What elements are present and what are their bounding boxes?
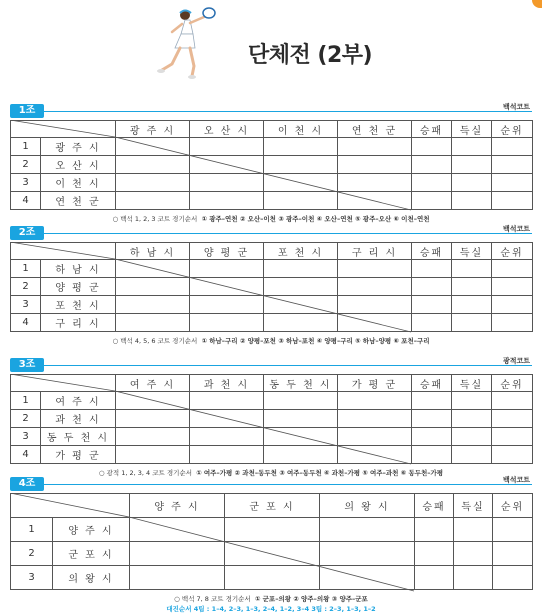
page-header xyxy=(0,0,542,95)
result-cell[interactable] xyxy=(452,192,492,210)
result-cell[interactable] xyxy=(264,296,338,314)
result-cell[interactable] xyxy=(225,566,320,590)
result-cell[interactable] xyxy=(412,428,452,446)
result-cell[interactable] xyxy=(116,138,190,156)
col-header-team: 군 포 시 xyxy=(225,494,320,518)
result-cell[interactable] xyxy=(452,278,492,296)
result-cell[interactable] xyxy=(412,410,452,428)
result-cell[interactable] xyxy=(116,174,190,192)
result-cell[interactable] xyxy=(492,392,533,410)
result-cell[interactable] xyxy=(116,446,190,464)
bracket-order-note: 대진순서 4팀 : 1–4, 2–3, 1–3, 2–4, 1–2, 3–4 3팀 : 2–3, 1–3, 1–2 xyxy=(166,605,376,613)
result-cell[interactable] xyxy=(452,260,492,278)
col-header-team: 양 평 군 xyxy=(190,243,264,260)
result-cell[interactable] xyxy=(116,428,190,446)
result-cell[interactable] xyxy=(116,260,190,278)
result-cell[interactable] xyxy=(264,192,338,210)
result-cell[interactable] xyxy=(452,392,492,410)
col-header-winloss: 승패 xyxy=(412,243,452,260)
row-team: 의 왕 시 xyxy=(53,566,130,590)
result-cell[interactable] xyxy=(190,260,264,278)
result-cell[interactable] xyxy=(454,518,493,542)
result-cell[interactable] xyxy=(130,518,225,542)
group-1 xyxy=(10,104,532,223)
result-cell[interactable] xyxy=(338,260,412,278)
result-cell[interactable] xyxy=(116,156,190,174)
result-cell[interactable] xyxy=(190,410,264,428)
match-order-note: ○ 백석 1, 2, 3 코트 경기순서 ① 광주–연천 ② 오산–이천 ③ 광주–이천 ④ 오산–연천 ⑤ 광주–오산 ⑥ 이천–연천 xyxy=(112,215,430,223)
result-cell[interactable] xyxy=(225,542,320,566)
result-cell[interactable] xyxy=(452,174,492,192)
result-cell[interactable] xyxy=(338,410,412,428)
result-cell[interactable] xyxy=(338,446,412,464)
result-cell[interactable] xyxy=(190,192,264,210)
col-header-team: 구 리 시 xyxy=(338,243,412,260)
col-header-team: 가 평 군 xyxy=(338,375,412,392)
col-header-team: 동 두 천 시 xyxy=(264,375,338,392)
result-cell[interactable] xyxy=(116,410,190,428)
row-team: 양 주 시 xyxy=(53,518,130,542)
result-cell[interactable] xyxy=(338,138,412,156)
divider xyxy=(44,233,532,234)
result-cell[interactable] xyxy=(412,174,452,192)
result-cell[interactable] xyxy=(412,278,452,296)
result-cell[interactable] xyxy=(190,314,264,332)
group-badge: 4조 xyxy=(10,477,44,491)
col-header-points: 득실 xyxy=(452,121,492,138)
row-number: 3 xyxy=(11,296,41,314)
result-cell[interactable] xyxy=(415,566,454,590)
result-cell[interactable] xyxy=(412,296,452,314)
result-cell[interactable] xyxy=(412,314,452,332)
page-title: 단체전 (2부) xyxy=(248,43,373,68)
row-team: 군 포 시 xyxy=(53,542,130,566)
row-number: 2 xyxy=(11,542,53,566)
col-header-team: 이 천 시 xyxy=(264,121,338,138)
row-team: 광 주 시 xyxy=(41,138,116,156)
col-header-winloss: 승패 xyxy=(412,375,452,392)
row-number: 2 xyxy=(11,278,41,296)
result-cell[interactable] xyxy=(264,392,338,410)
result-cell[interactable] xyxy=(338,296,412,314)
col-header-rank: 순위 xyxy=(493,494,533,518)
court-label: 광적코트 xyxy=(502,357,530,365)
result-cell[interactable] xyxy=(412,446,452,464)
divider xyxy=(44,111,532,112)
result-cell[interactable] xyxy=(264,156,338,174)
result-cell[interactable] xyxy=(116,278,190,296)
group-badge: 1조 xyxy=(10,104,44,118)
corner-cell xyxy=(11,243,116,260)
row-team: 하 남 시 xyxy=(41,260,116,278)
match-table xyxy=(10,242,533,332)
match-table xyxy=(10,374,533,464)
result-cell[interactable] xyxy=(320,542,415,566)
match-order-note: ○ 백석 4, 5, 6 코트 경기순서 ① 하남–구리 ② 양평–포천 ③ 하남–포천 ④ 양평–구리 ⑤ 하남–양평 ⑥ 포천–구리 xyxy=(112,337,430,345)
col-header-team: 하 남 시 xyxy=(116,243,190,260)
row-number: 4 xyxy=(11,192,41,210)
result-cell[interactable] xyxy=(492,410,533,428)
group-4 xyxy=(10,477,532,613)
group-badge: 2조 xyxy=(10,226,44,240)
row-team: 양 평 군 xyxy=(41,278,116,296)
match-table xyxy=(10,120,533,210)
result-cell[interactable] xyxy=(452,314,492,332)
col-header-team: 광 주 시 xyxy=(116,121,190,138)
result-cell[interactable] xyxy=(452,446,492,464)
col-header-points: 득실 xyxy=(454,494,493,518)
row-number: 1 xyxy=(11,392,41,410)
court-label: 백석코트 xyxy=(502,103,530,111)
col-header-team: 양 주 시 xyxy=(130,494,225,518)
result-cell[interactable] xyxy=(492,192,533,210)
corner-cell xyxy=(11,375,116,392)
result-cell[interactable] xyxy=(492,138,533,156)
result-cell[interactable] xyxy=(190,156,264,174)
result-cell[interactable] xyxy=(264,138,338,156)
result-cell[interactable] xyxy=(338,428,412,446)
result-cell[interactable] xyxy=(452,296,492,314)
col-header-points: 득실 xyxy=(452,375,492,392)
row-number: 1 xyxy=(11,260,41,278)
result-cell[interactable] xyxy=(452,156,492,174)
col-header-team: 여 주 시 xyxy=(116,375,190,392)
result-cell[interactable] xyxy=(264,260,338,278)
result-cell[interactable] xyxy=(320,566,415,590)
row-number: 3 xyxy=(11,174,41,192)
result-cell[interactable] xyxy=(116,392,190,410)
result-cell[interactable] xyxy=(225,518,320,542)
row-team: 과 천 시 xyxy=(41,410,116,428)
col-header-points: 득실 xyxy=(452,243,492,260)
result-cell[interactable] xyxy=(412,392,452,410)
corner-cell xyxy=(11,121,116,138)
col-header-team: 포 천 시 xyxy=(264,243,338,260)
result-cell[interactable] xyxy=(492,314,533,332)
result-cell[interactable] xyxy=(415,518,454,542)
result-cell[interactable] xyxy=(492,174,533,192)
result-cell[interactable] xyxy=(412,138,452,156)
result-cell[interactable] xyxy=(452,428,492,446)
result-cell[interactable] xyxy=(264,278,338,296)
row-team: 여 주 시 xyxy=(41,392,116,410)
col-header-winloss: 승패 xyxy=(415,494,454,518)
match-order-note: ○ 광적 1, 2, 3, 4 코트 경기순서 ① 여주–가평 ② 과천–동두천 ③ 여주–동두천 ④ 과천–가평 ⑤ 여주–과천 ⑥ 동두천–가평 xyxy=(98,469,444,477)
col-header-rank: 순위 xyxy=(492,121,533,138)
divider xyxy=(44,484,532,485)
result-cell[interactable] xyxy=(190,446,264,464)
row-team: 오 산 시 xyxy=(41,156,116,174)
result-cell[interactable] xyxy=(130,542,225,566)
result-cell[interactable] xyxy=(116,314,190,332)
result-cell[interactable] xyxy=(190,392,264,410)
row-number: 4 xyxy=(11,446,41,464)
result-cell[interactable] xyxy=(412,260,452,278)
result-cell[interactable] xyxy=(338,392,412,410)
result-cell[interactable] xyxy=(190,428,264,446)
result-cell[interactable] xyxy=(320,518,415,542)
col-header-winloss: 승패 xyxy=(412,121,452,138)
col-header-rank: 순위 xyxy=(492,243,533,260)
divider xyxy=(44,365,532,366)
court-label: 백석코트 xyxy=(502,225,530,233)
col-header-team: 의 왕 시 xyxy=(320,494,415,518)
match-table xyxy=(10,493,533,590)
result-cell[interactable] xyxy=(264,410,338,428)
row-number: 2 xyxy=(11,410,41,428)
result-cell[interactable] xyxy=(264,314,338,332)
result-cell[interactable] xyxy=(412,156,452,174)
result-cell[interactable] xyxy=(492,296,533,314)
result-cell[interactable] xyxy=(190,138,264,156)
result-cell[interactable] xyxy=(190,296,264,314)
row-team: 구 리 시 xyxy=(41,314,116,332)
result-cell[interactable] xyxy=(338,192,412,210)
result-cell[interactable] xyxy=(492,428,533,446)
result-cell[interactable] xyxy=(454,542,493,566)
result-cell[interactable] xyxy=(338,156,412,174)
result-cell[interactable] xyxy=(264,174,338,192)
row-number: 3 xyxy=(11,566,53,590)
result-cell[interactable] xyxy=(492,446,533,464)
result-cell[interactable] xyxy=(452,410,492,428)
result-cell[interactable] xyxy=(338,174,412,192)
result-cell[interactable] xyxy=(492,156,533,174)
row-team: 동 두 천 시 xyxy=(41,428,116,446)
col-header-rank: 순위 xyxy=(492,375,533,392)
group-3 xyxy=(10,358,532,477)
col-header-team: 과 천 시 xyxy=(190,375,264,392)
result-cell[interactable] xyxy=(264,428,338,446)
result-cell[interactable] xyxy=(338,314,412,332)
result-cell[interactable] xyxy=(264,446,338,464)
result-cell[interactable] xyxy=(492,278,533,296)
result-cell[interactable] xyxy=(454,566,493,590)
match-order-note: ○ 백석 7, 8 코트 경기순서 ① 군포–의왕 ② 양주–의왕 ③ 양주–군포 xyxy=(174,595,368,603)
result-cell[interactable] xyxy=(492,260,533,278)
row-number: 1 xyxy=(11,138,41,156)
corner-cell xyxy=(11,494,130,518)
result-cell[interactable] xyxy=(116,296,190,314)
group-badge: 3조 xyxy=(10,358,44,372)
row-team: 포 천 시 xyxy=(41,296,116,314)
row-team: 이 천 시 xyxy=(41,174,116,192)
row-team: 가 평 군 xyxy=(41,446,116,464)
result-cell[interactable] xyxy=(338,278,412,296)
result-cell[interactable] xyxy=(412,192,452,210)
group-2 xyxy=(10,226,532,345)
row-number: 4 xyxy=(11,314,41,332)
result-cell[interactable] xyxy=(493,566,533,590)
col-header-team: 오 산 시 xyxy=(190,121,264,138)
result-cell[interactable] xyxy=(493,518,533,542)
col-header-team: 연 천 군 xyxy=(338,121,412,138)
row-number: 3 xyxy=(11,428,41,446)
tennis-player-illustration xyxy=(152,6,222,81)
court-label: 백석코트 xyxy=(502,476,530,484)
row-number: 2 xyxy=(11,156,41,174)
row-team: 연 천 군 xyxy=(41,192,116,210)
result-cell[interactable] xyxy=(116,192,190,210)
result-cell[interactable] xyxy=(493,542,533,566)
result-cell[interactable] xyxy=(415,542,454,566)
result-cell[interactable] xyxy=(452,138,492,156)
row-number: 1 xyxy=(11,518,53,542)
result-cell[interactable] xyxy=(130,566,225,590)
result-cell[interactable] xyxy=(190,278,264,296)
result-cell[interactable] xyxy=(190,174,264,192)
